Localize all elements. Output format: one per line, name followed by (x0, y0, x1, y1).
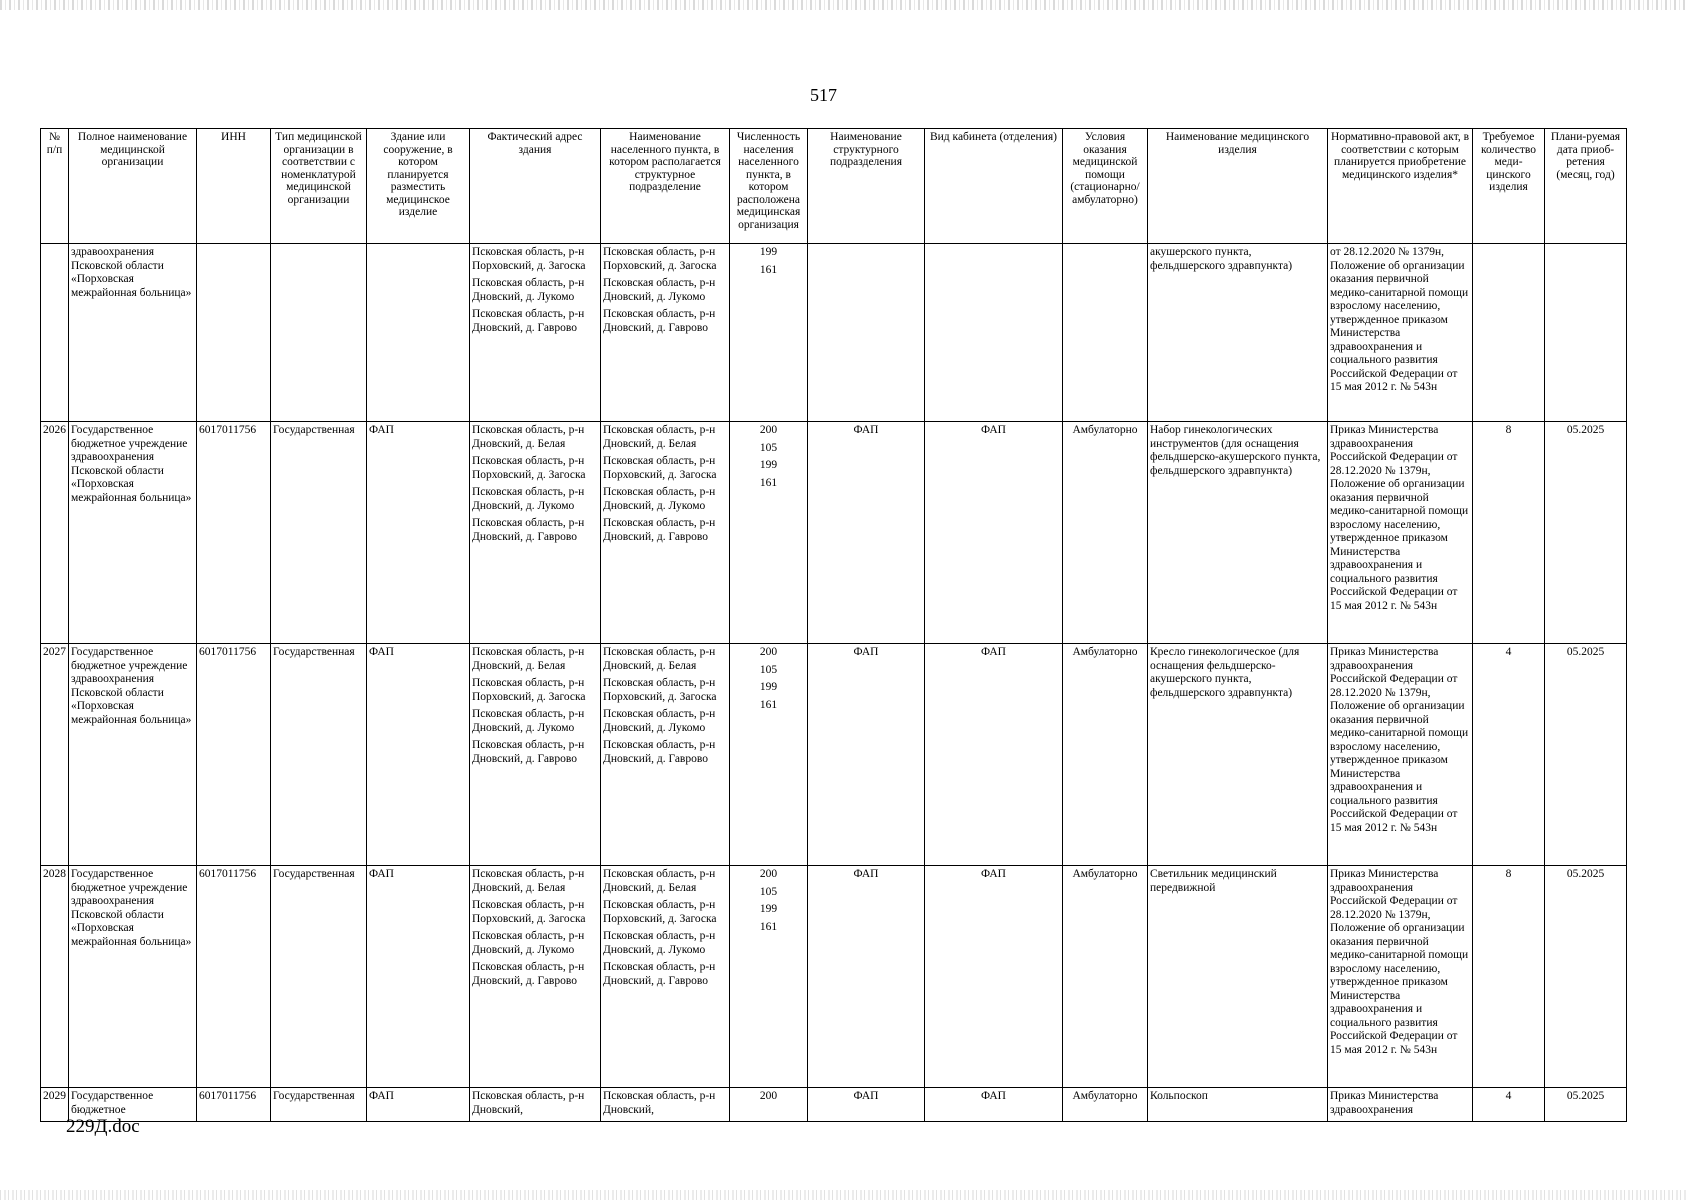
population-value: 199 (759, 459, 778, 471)
row-number-cell: 2028 (41, 866, 69, 1088)
address-cell (470, 866, 601, 1088)
org-name-cell: Государственное бюджетное (69, 1088, 197, 1122)
table-header-row (41, 129, 1627, 244)
medical-devices-table (40, 128, 1627, 1122)
division-cell: ФАП (808, 1088, 925, 1122)
legal-act-cell: Приказ Министерства здравоохранения Российской Федерации от 28.12.2020 № 1379н, Положение об организации оказания первичной медико-санитарной помощи взрослому населению, утвержденное приказом Министерства здравоохранения и социального развития Российской Федерации от 15 мая 2012 г. № 543н (1328, 866, 1473, 1088)
division-cell: ФАП (808, 866, 925, 1088)
column-header: Здание или сооружение, в котором планируется разместить медицинское изделие (367, 129, 470, 244)
settlement-item: Псковская область, р-н Дновский, д. Гаврово (603, 739, 716, 765)
quantity-cell: 8 (1473, 866, 1545, 1088)
row-number-cell: 2027 (41, 644, 69, 866)
cabinet-cell: ФАП (925, 422, 1063, 644)
legal-act-cell: от 28.12.2020 № 1379н, Положение об организации оказания первичной медико-санитарной помощи взрослому населению, утвержденное приказом Министерства здравоохранения и социального развития Российской Федерации от 15 мая 2012 г. № 543н (1328, 244, 1473, 422)
settlement-item: Псковская область, р-н Дновский, д. Гаврово (603, 961, 716, 987)
inn-cell: 6017011756 (197, 422, 271, 644)
org-name-cell: Государственное бюджетное учреждение здравоохранения Псковской области «Порховская межрайонная больница» (69, 422, 197, 644)
conditions-cell: Амбулаторно (1063, 866, 1148, 1088)
population-cell (730, 866, 808, 1088)
building-cell: ФАП (367, 644, 470, 866)
purchase-date-cell: 05.2025 (1545, 422, 1627, 644)
settlement-item: Псковская область, р-н Дновский, д. Лукомо (603, 277, 716, 303)
device-cell: Кольпоскоп (1148, 1088, 1328, 1122)
population-value: 105 (759, 441, 778, 454)
page-number: 517 (810, 85, 837, 105)
building-cell: ФАП (367, 866, 470, 1088)
settlement-cell (601, 644, 730, 866)
settlement-item: Псковская область, р-н Дновский, д. Лукомо (603, 708, 716, 734)
address-item: Псковская область, р-н Порховский, д. Загоска (472, 246, 586, 272)
column-header: Полное наименование медицинской организации (69, 129, 197, 244)
population-cell (730, 244, 808, 422)
population-value: 161 (759, 698, 778, 711)
org-type-cell: Государственная (271, 422, 367, 644)
quantity-cell: 8 (1473, 422, 1545, 644)
purchase-date-cell: 05.2025 (1545, 866, 1627, 1088)
settlement-item: Псковская область, р-н Дновский, д. Лукомо (603, 486, 716, 512)
org-type-cell: Государственная (271, 1088, 367, 1122)
address-cell (470, 644, 601, 866)
address-item: Псковская область, р-н Дновский, д. Белая (472, 646, 585, 672)
division-cell: ФАП (808, 644, 925, 866)
column-header: Условия оказания медицинской помощи (стационарно/ амбулаторно) (1063, 129, 1148, 244)
population-cell (730, 644, 808, 866)
settlement-item: Псковская область, р-н Дновский, (603, 1090, 716, 1116)
settlement-item: Псковская область, р-н Дновский, д. Гаврово (603, 308, 716, 334)
settlement-cell (601, 866, 730, 1088)
column-header: Численность населения населенного пункта, в котором расположена медицинская организация (730, 129, 808, 244)
column-header: Тип медицинской организации в соответствии с номенклатурой медицинской организации (271, 129, 367, 244)
address-item: Псковская область, р-н Порховский, д. Загоска (472, 677, 586, 703)
column-header: Плани-руемая дата приоб-ретения (месяц, год) (1545, 129, 1627, 244)
address-cell (470, 1088, 601, 1122)
row-number-cell: 2029 (41, 1088, 69, 1122)
settlement-cell (601, 422, 730, 644)
column-header: Вид кабинета (отделения) (925, 129, 1063, 244)
settlement-cell (601, 1088, 730, 1122)
address-item: Псковская область, р-н Дновский, д. Гаврово (472, 961, 585, 987)
address-item: Псковская область, р-н Дновский, д. Белая (472, 424, 585, 450)
quantity-cell: 4 (1473, 644, 1545, 866)
address-cell (470, 244, 601, 422)
building-cell: ФАП (367, 422, 470, 644)
address-cell (470, 422, 601, 644)
address-item: Псковская область, р-н Дновский, д. Гаврово (472, 739, 585, 765)
address-item: Псковская область, р-н Дновский, д. Лукомо (472, 277, 585, 303)
column-header: № п/п (41, 129, 69, 244)
org-name-cell: Государственное бюджетное учреждение здравоохранения Псковской области «Порховская межрайонная больница» (69, 644, 197, 866)
population-value: 199 (759, 246, 778, 258)
footer-file-name: 229Д.doc (66, 1116, 140, 1137)
conditions-cell: Амбулаторно (1063, 644, 1148, 866)
population-cell (730, 1088, 808, 1122)
address-item: Псковская область, р-н Дновский, д. Лукомо (472, 486, 585, 512)
address-item: Псковская область, р-н Порховский, д. Загоска (472, 899, 586, 925)
settlement-item: Псковская область, р-н Дновский, д. Белая (603, 646, 716, 672)
org-type-cell: Государственная (271, 866, 367, 1088)
column-header: ИНН (197, 129, 271, 244)
legal-act-cell: Приказ Министерства здравоохранения (1328, 1088, 1473, 1122)
settlement-item: Псковская область, р-н Дновский, д. Гаврово (603, 517, 716, 543)
column-header: Требуемое количество меди-цинского изделия (1473, 129, 1545, 244)
legal-act-cell: Приказ Министерства здравоохранения Российской Федерации от 28.12.2020 № 1379н, Положение об организации оказания первичной медико-санитарной помощи взрослому населению, утвержденное приказом Министерства здравоохранения и социального развития Российской Федерации от 15 мая 2012 г. № 543н (1328, 422, 1473, 644)
population-value: 105 (759, 663, 778, 676)
population-cell (730, 422, 808, 644)
continuation-row (41, 244, 1627, 422)
org-type-cell: Государственная (271, 644, 367, 866)
population-value: 105 (759, 885, 778, 898)
device-cell: Светильник медицинский передвижной (1148, 866, 1328, 1088)
cabinet-cell: ФАП (925, 866, 1063, 1088)
column-header: Нормативно-правовой акт, в соответствии с которым планируется приобретение медицинского изделия* (1328, 129, 1473, 244)
settlement-item: Псковская область, р-н Дновский, д. Лукомо (603, 930, 716, 956)
settlement-item: Псковская область, р-н Дновский, д. Белая (603, 868, 716, 894)
table-row (41, 644, 1627, 866)
table-row (41, 1088, 1627, 1122)
population-value: 161 (759, 476, 778, 489)
scan-edge-top (0, 0, 1686, 10)
settlement-item: Псковская область, р-н Порховский, д. Загоска (603, 677, 717, 703)
settlement-item: Псковская область, р-н Дновский, д. Белая (603, 424, 716, 450)
address-item: Псковская область, р-н Порховский, д. Загоска (472, 455, 586, 481)
settlement-cell (601, 244, 730, 422)
cabinet-cell: ФАП (925, 644, 1063, 866)
org-name-cell: здравоохранения Псковской области «Порховская межрайонная больница» (69, 244, 197, 422)
building-cell: ФАП (367, 1088, 470, 1122)
device-cell: Набор гинекологических инструментов (для оснащения фельдшерско-акушерского пункта, фельдшерского здравпункта) (1148, 422, 1328, 644)
cabinet-cell: ФАП (925, 1088, 1063, 1122)
inn-cell: 6017011756 (197, 866, 271, 1088)
population-value: 199 (759, 681, 778, 693)
column-header: Фактический адрес здания (470, 129, 601, 244)
population-value: 161 (759, 920, 778, 933)
division-cell: ФАП (808, 422, 925, 644)
purchase-date-cell: 05.2025 (1545, 1088, 1627, 1122)
settlement-item: Псковская область, р-н Порховский, д. Загоска (603, 899, 717, 925)
scan-edge-bottom (0, 1190, 1686, 1200)
inn-cell: 6017011756 (197, 1088, 271, 1122)
legal-act-cell: Приказ Министерства здравоохранения Российской Федерации от 28.12.2020 № 1379н, Положение об организации оказания первичной медико-санитарной помощи взрослому населению, утвержденное приказом Министерства здравоохранения и социального развития Российской Федерации от 15 мая 2012 г. № 543н (1328, 644, 1473, 866)
org-name-cell: Государственное бюджетное учреждение здравоохранения Псковской области «Порховская межрайонная больница» (69, 866, 197, 1088)
population-value: 200 (759, 1090, 778, 1102)
population-value: 200 (759, 868, 778, 880)
address-item: Псковская область, р-н Дновский, д. Лукомо (472, 930, 585, 956)
address-item: Псковская область, р-н Дновский, д. Гаврово (472, 308, 585, 334)
quantity-cell: 4 (1473, 1088, 1545, 1122)
device-cell: акушерского пункта, фельдшерского здравпункта) (1148, 244, 1328, 422)
column-header: Наименование медицинского изделия (1148, 129, 1328, 244)
column-header: Наименование структурного подразделения (808, 129, 925, 244)
address-item: Псковская область, р-н Дновский, д. Лукомо (472, 708, 585, 734)
population-value: 200 (759, 646, 778, 658)
population-value: 161 (759, 263, 778, 276)
settlement-item: Псковская область, р-н Порховский, д. Загоска (603, 455, 717, 481)
purchase-date-cell: 05.2025 (1545, 644, 1627, 866)
address-item: Псковская область, р-н Дновский, (472, 1090, 585, 1116)
inn-cell: 6017011756 (197, 644, 271, 866)
population-value: 199 (759, 903, 778, 915)
table-row (41, 422, 1627, 644)
column-header: Наименование населенного пункта, в котором располагается структурное подразделение (601, 129, 730, 244)
address-item: Псковская область, р-н Дновский, д. Гаврово (472, 517, 585, 543)
population-value: 200 (759, 424, 778, 436)
row-number-cell: 2026 (41, 422, 69, 644)
settlement-item: Псковская область, р-н Порховский, д. Загоска (603, 246, 717, 272)
device-cell: Кресло гинекологическое (для оснащения фельдшерско-акушерского пункта, фельдшерского здравпункта) (1148, 644, 1328, 866)
table-row (41, 866, 1627, 1088)
conditions-cell: Амбулаторно (1063, 1088, 1148, 1122)
address-item: Псковская область, р-н Дновский, д. Белая (472, 868, 585, 894)
conditions-cell: Амбулаторно (1063, 422, 1148, 644)
